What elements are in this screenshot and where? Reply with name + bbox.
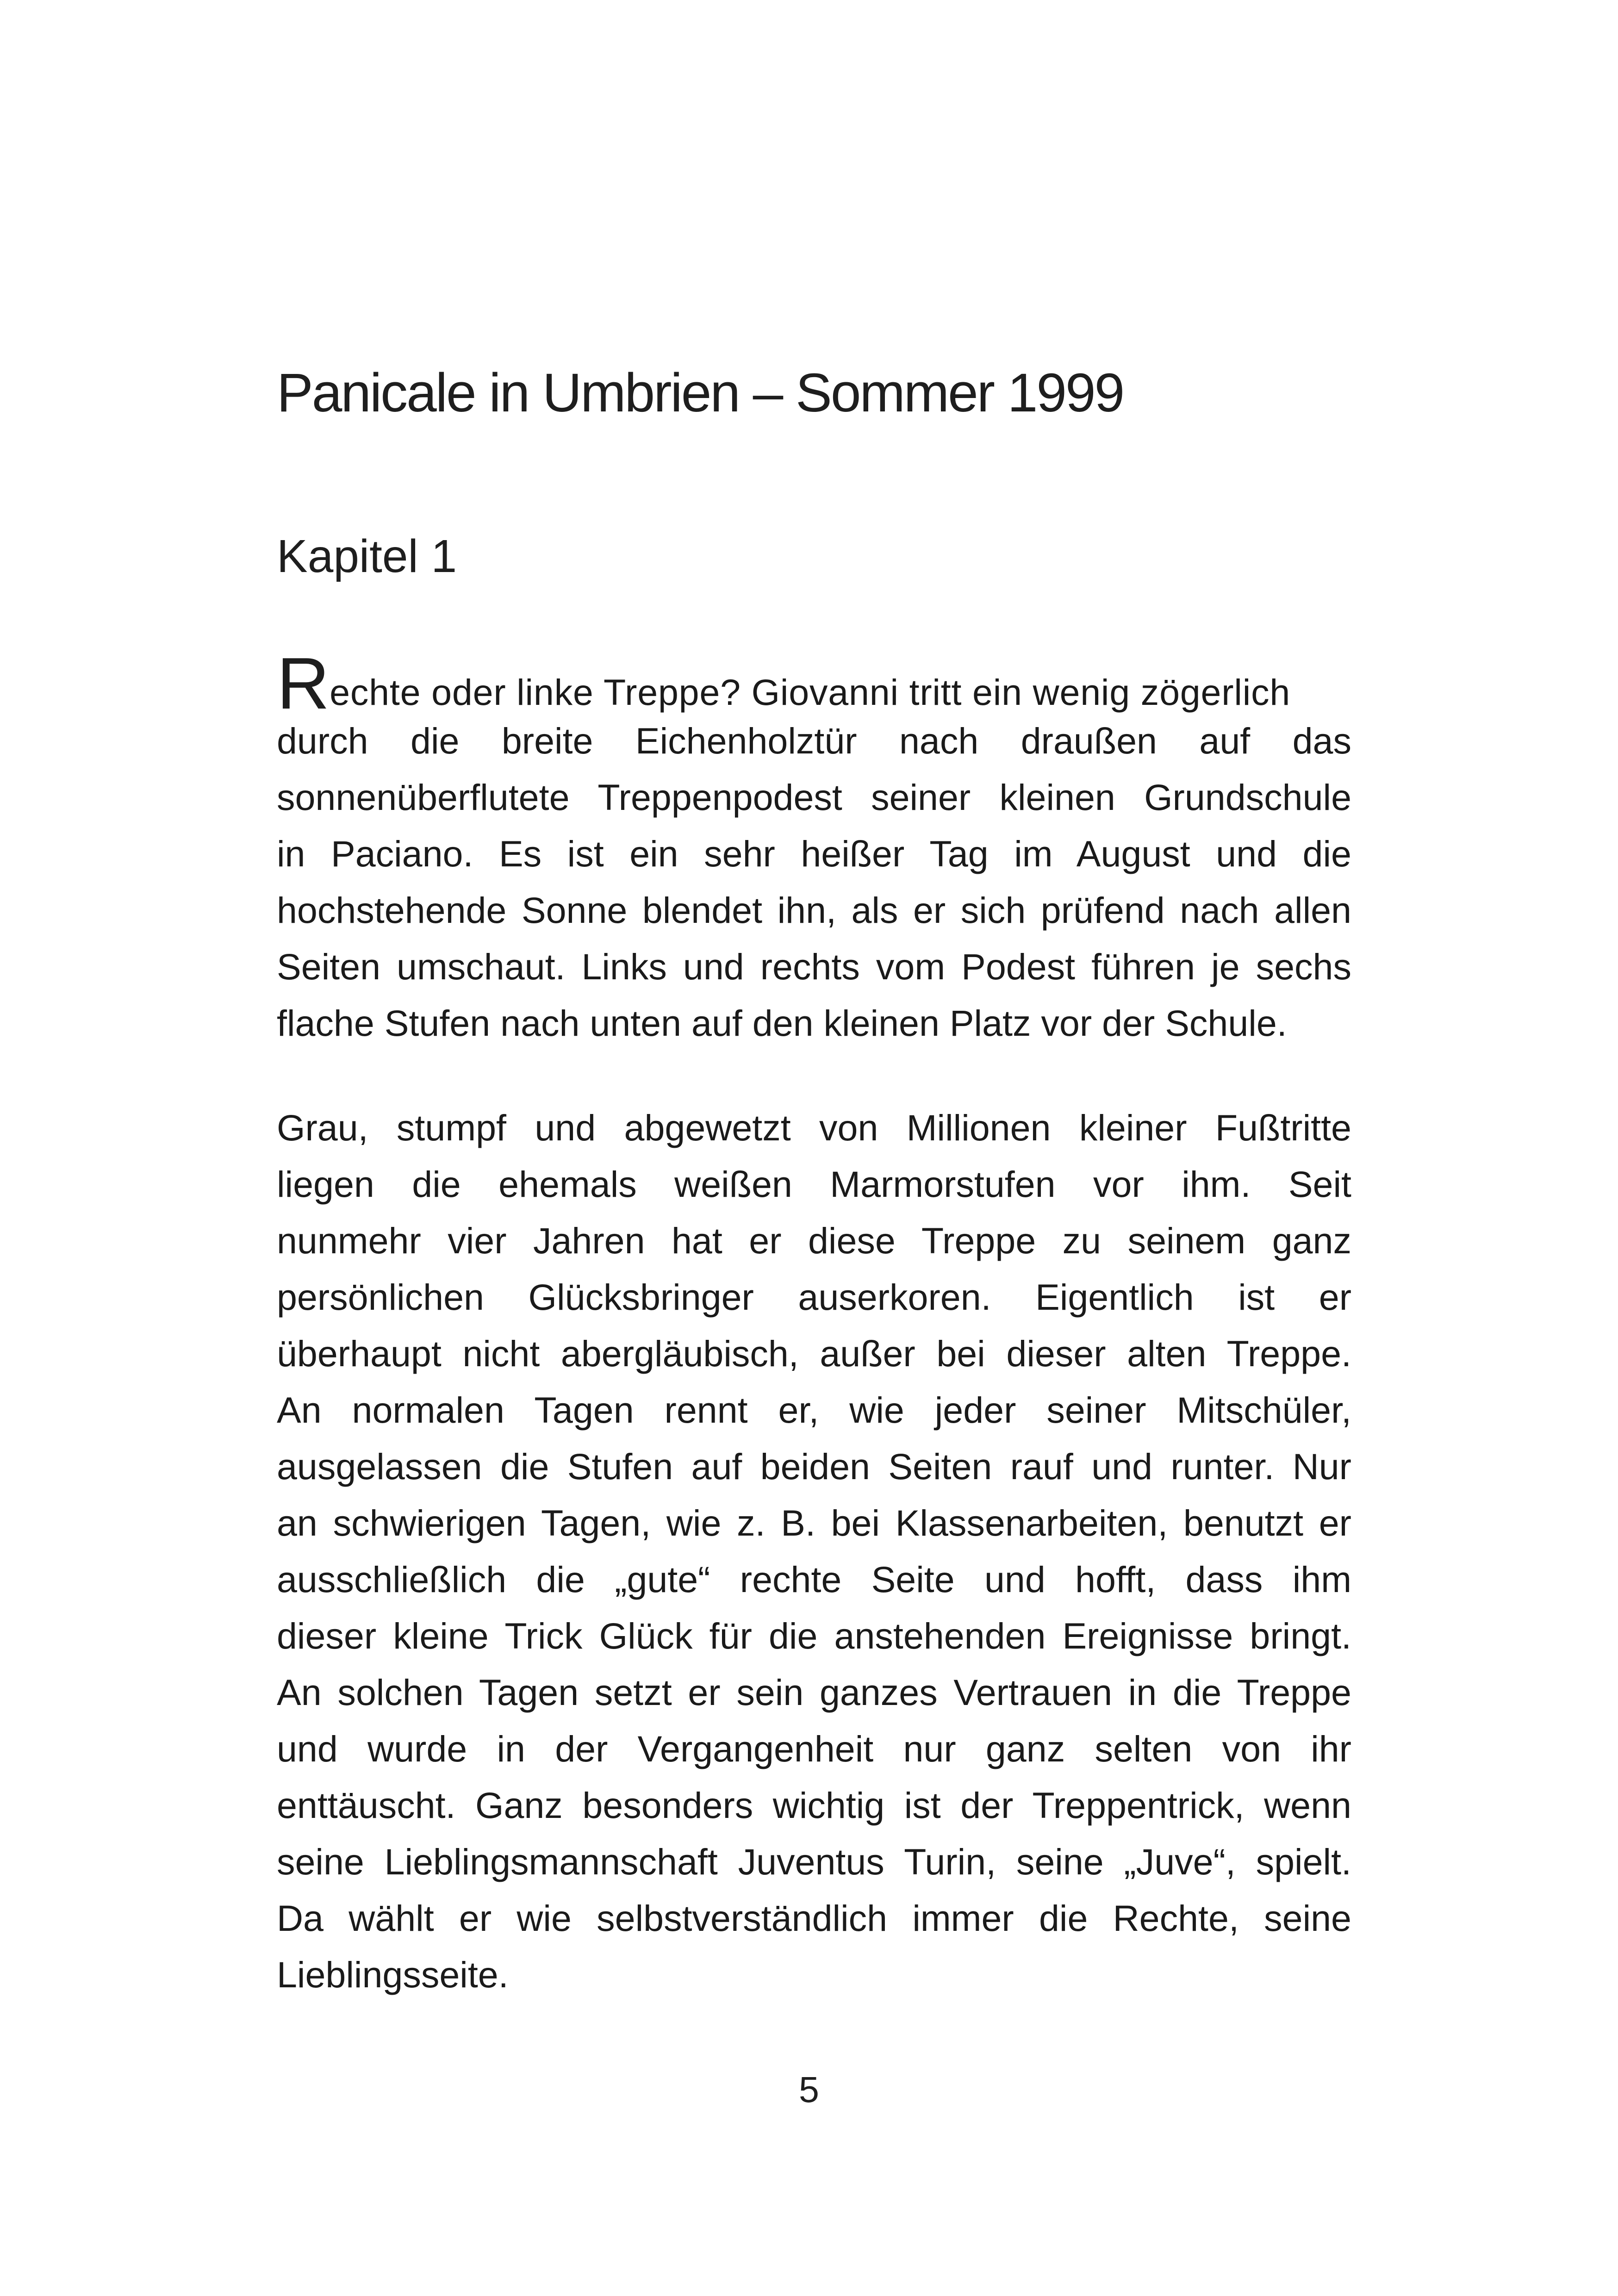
text-line: an schwierigen Tagen, wie z. B. bei Klassenarbeiten, benutzt er: [277, 1502, 1351, 1543]
text-line: Da wählt er wie selbstverständlich immer die Rechte, seine: [277, 1898, 1351, 1939]
text-line: flache Stufen nach unten auf den kleinen Platz vor der Schule.: [277, 1002, 1287, 1044]
text-line: liegen die ehemals weißen Marmorstufen vor ihm. Seit: [277, 1164, 1351, 1205]
paragraph-1-first-line: [277, 643, 1351, 724]
text-line: An normalen Tagen rennt er, wie jeder seiner Mitschüler,: [277, 1389, 1351, 1431]
text-line: persönlichen Glücksbringer auserkoren. Eigentlich ist er: [277, 1276, 1351, 1318]
text-line: ausschließlich die „gute“ rechte Seite und hofft, dass ihm: [277, 1559, 1351, 1600]
chapter-heading: Kapitel 1: [277, 530, 457, 582]
paragraph-2: [277, 1100, 1351, 2003]
text-line: seine Lieblingsmannschaft Juventus Turin, seine „Juve“, spielt.: [277, 1841, 1351, 1882]
text-line: sonnenüberflutete Treppenpodest seiner kleinen Grundschule: [277, 777, 1351, 818]
text-line: und wurde in der Vergangenheit nur ganz selten von ihr: [277, 1728, 1351, 1769]
page-number: 5: [799, 2069, 819, 2110]
text-line: Lieblingsseite.: [277, 1954, 509, 1995]
drop-cap: R: [277, 643, 330, 724]
text-line: An solchen Tagen setzt er sein ganzes Vertrauen in die Treppe: [277, 1672, 1351, 1713]
text-line: Grau, stumpf und abgewetzt von Millionen kleiner Fußtritte: [277, 1107, 1351, 1148]
text-line: ausgelassen die Stufen auf beiden Seiten rauf und runter. Nur: [277, 1446, 1351, 1487]
text-line: nunmehr vier Jahren hat er diese Treppe zu seinem ganz: [277, 1220, 1351, 1261]
text-line: dieser kleine Trick Glück für die anstehenden Ereignisse bringt.: [277, 1615, 1351, 1656]
paragraph-1-first-line-text: echte oder linke Treppe? Giovanni tritt ein wenig zögerlich: [330, 672, 1291, 713]
paragraph-1: [277, 643, 1351, 1052]
text-line: überhaupt nicht abergläubisch, außer bei dieser alten Treppe.: [277, 1333, 1351, 1374]
text-line: Seiten umschaut. Links und rechts vom Podest führen je sechs: [277, 946, 1351, 987]
text-line: hochstehende Sonne blendet ihn, als er sich prüfend nach allen: [277, 890, 1351, 931]
text-line: in Paciano. Es ist ein sehr heißer Tag im August und die: [277, 833, 1351, 874]
text-line: durch die breite Eichenholztür nach draußen auf das: [277, 720, 1351, 761]
text-line: enttäuscht. Ganz besonders wichtig ist der Treppentrick, wenn: [277, 1785, 1351, 1826]
section-title: Panicale in Umbrien – Sommer 1999: [277, 362, 1124, 423]
